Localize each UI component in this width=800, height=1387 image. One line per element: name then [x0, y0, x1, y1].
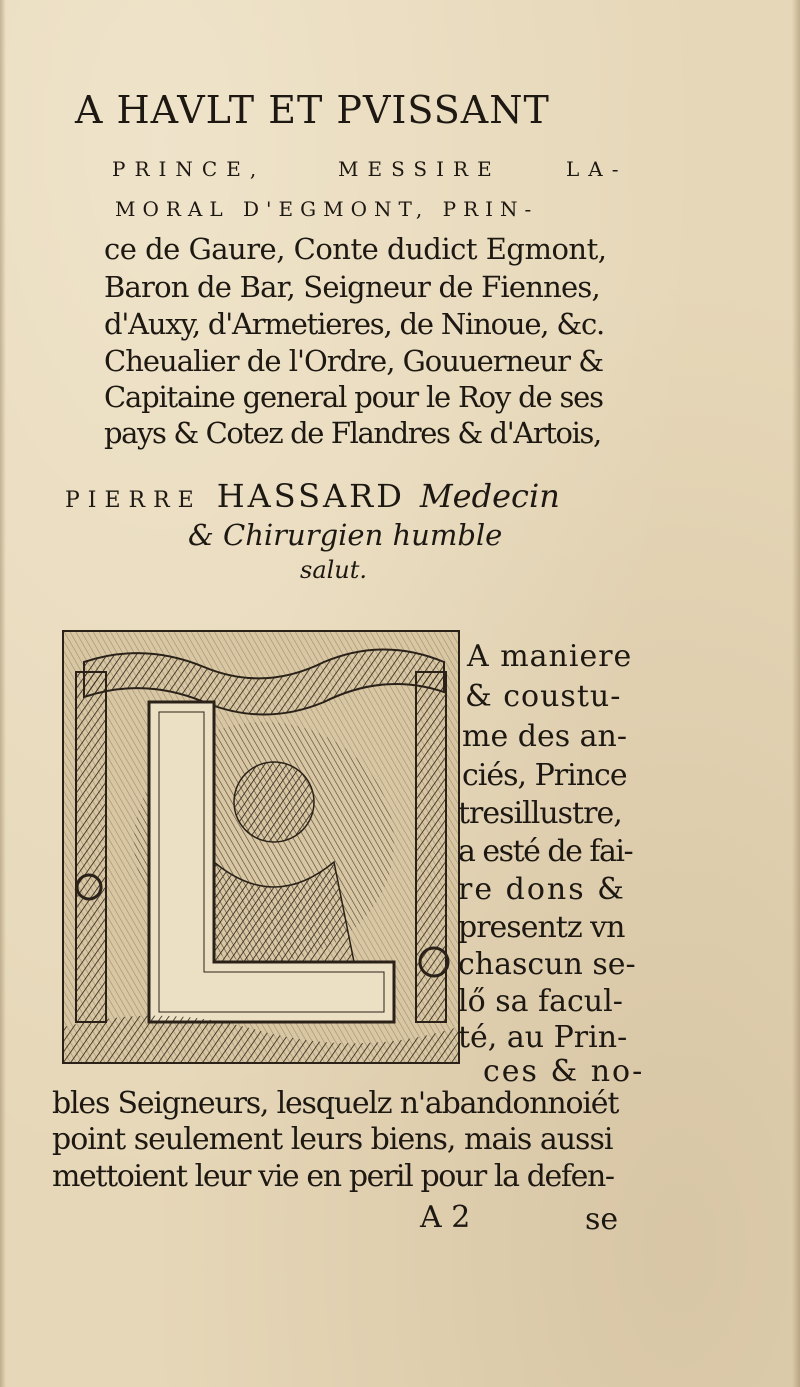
catchword: se	[585, 1202, 619, 1237]
title-line-2-mid: MESSIRE	[338, 157, 501, 181]
author-line-2: & Chirurgien humble	[188, 518, 503, 552]
signature-mark: A 2	[420, 1200, 471, 1235]
full-line-2: point seulement leurs biens, mais aussi	[52, 1122, 613, 1157]
side-line-11: té, au Prin-	[458, 1020, 628, 1055]
decorated-initial-L-woodcut	[62, 630, 460, 1064]
body-line-1: ce de Gaure, Conte dudict Egmont,	[104, 232, 607, 266]
side-line-3: me des an-	[462, 719, 627, 754]
page-edge-left	[0, 0, 6, 1387]
full-line-1: bles Seigneurs, lesquelz n'abandonnoiét	[52, 1086, 619, 1121]
body-line-3: d'Auxy, d'Armetieres, de Ninoue, &c.	[104, 307, 604, 341]
body-line-4: Cheualier de l'Ordre, Gouuerneur &	[104, 344, 604, 378]
author-surname: HASSARD	[216, 477, 405, 515]
side-line-1: A maniere	[467, 639, 633, 674]
page-edge-right	[792, 0, 800, 1387]
title-line-2-right: LA-	[566, 157, 628, 181]
woodcut-illustration-icon	[64, 632, 458, 1062]
body-line-6: pays & Cotez de Flandres & d'Artois,	[104, 416, 601, 450]
author-role: Medecin	[419, 477, 560, 515]
side-line-8: presentz vn	[458, 910, 625, 945]
side-line-10: lő sa facul-	[458, 984, 623, 1019]
side-line-5: tresillustre,	[458, 796, 622, 831]
side-line-12: ces & no-	[483, 1054, 645, 1089]
side-line-7: re dons &	[458, 872, 626, 907]
body-line-5: Capitaine general pour le Roy de ses	[104, 380, 603, 414]
side-line-6: a esté de fai-	[458, 834, 633, 869]
side-line-9: chascun se-	[458, 947, 636, 982]
title-line-1: A HAVLT ET PVISSANT	[75, 88, 550, 132]
side-line-2: & coustu-	[465, 679, 622, 714]
author-line	[65, 477, 560, 515]
full-line-3: mettoient leur vie en peril pour la defen-	[52, 1159, 614, 1194]
side-line-4: ciés, Prince	[462, 758, 627, 793]
title-line-3: MORAL D'EGMONT, PRIN-	[115, 197, 539, 221]
author-salut: salut.	[300, 556, 368, 584]
title-line-2-left: PRINCE,	[112, 157, 266, 181]
body-line-2: Baron de Bar, Seigneur de Fiennes,	[104, 270, 600, 304]
author-first-name: PIERRE	[65, 488, 202, 513]
